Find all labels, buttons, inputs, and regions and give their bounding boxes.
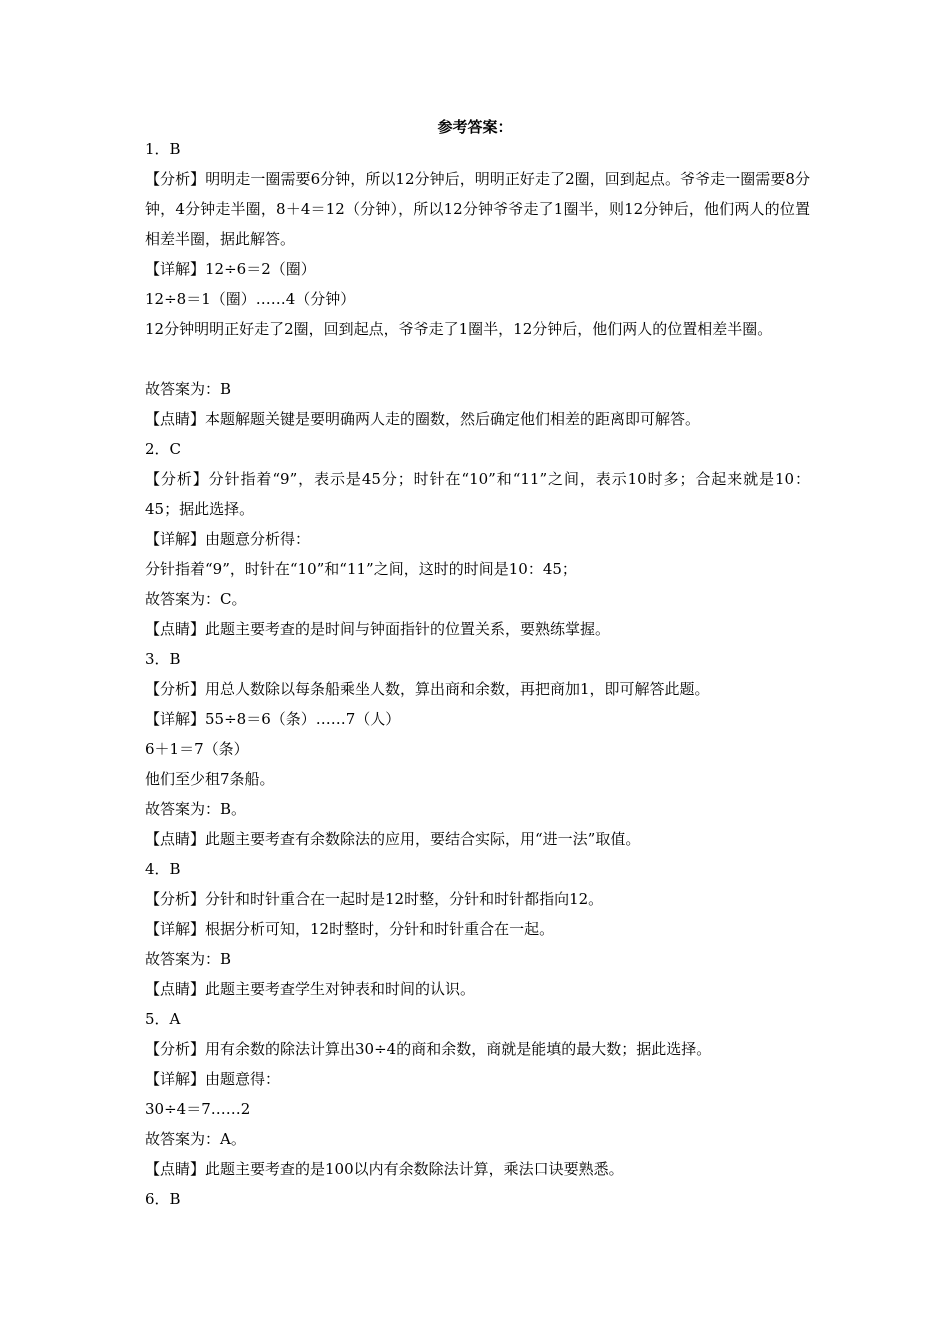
q4-answer: 4．B [145, 860, 181, 878]
q1-answer: 1．B [145, 140, 181, 158]
q3-detail-2: 6＋1＝7（条） [145, 740, 249, 758]
q2-analysis: 【分析】分针指着“9”，表示是45分；时针在“10”和“11”之间，表示10时多；合起来就是10：45；据此选择。 [145, 470, 810, 518]
q1-conclusion: 故答案为：B [145, 380, 232, 398]
q4-detail-1: 【详解】根据分析可知，12时整时，分针和时针重合在一起。 [145, 920, 555, 938]
q4-conclusion: 故答案为：B [145, 950, 232, 968]
q5-comment: 【点睛】此题主要考查的是100以内有余数除法计算，乘法口诀要熟悉。 [145, 1160, 624, 1178]
q1-comment: 【点睛】本题解题关键是要明确两人走的圈数，然后确定他们相差的距离即可解答。 [145, 410, 701, 428]
q2-conclusion: 故答案为：C。 [145, 590, 247, 608]
q1-detail-1: 【详解】12÷6＝2（圈） [145, 260, 316, 278]
q2-detail-2: 分针指着“9”，时针在“10”和“11”之间，这时的时间是10：45； [145, 560, 577, 578]
q3-analysis: 【分析】用总人数除以每条船乘坐人数，算出商和余数，再把商加1，即可解答此题。 [145, 680, 710, 698]
q6-answer: 6．B [145, 1190, 181, 1208]
q2-detail-1: 【详解】由题意分析得： [145, 530, 311, 548]
q2-comment: 【点睛】此题主要考查的是时间与钟面指针的位置关系，要熟练掌握。 [145, 620, 611, 638]
q5-detail-1: 【详解】由题意得： [145, 1070, 281, 1088]
q1-detail-2: 12÷8＝1（圈）……4（分钟） [145, 290, 356, 308]
q5-analysis: 【分析】用有余数的除法计算出30÷4的商和余数，商就是能填的最大数；据此选择。 [145, 1040, 712, 1058]
q2-answer: 2．C [145, 440, 182, 458]
q5-conclusion: 故答案为：A。 [145, 1130, 246, 1148]
q3-detail-3: 他们至少租7条船。 [145, 770, 275, 788]
q3-answer: 3．B [145, 650, 181, 668]
q3-conclusion: 故答案为：B。 [145, 800, 247, 818]
q5-detail-2: 30÷4＝7……2 [145, 1100, 251, 1118]
q1-analysis: 【分析】明明走一圈需要6分钟，所以12分钟后，明明正好走了2圈，回到起点。爷爷走一圈需要8分钟，4分钟走半圈，8＋4＝12（分钟），所以12分钟爷爷走了1圈半，则12分钟后，他们两人的位置相差半圈，据此解答。 [145, 170, 810, 248]
q3-comment: 【点睛】此题主要考查有余数除法的应用，要结合实际，用“进一法”取值。 [145, 830, 641, 848]
q5-answer: 5．A [145, 1010, 181, 1028]
answer-content [145, 134, 810, 1214]
q4-comment: 【点睛】此题主要考查学生对钟表和时间的认识。 [145, 980, 476, 998]
q3-detail-1: 【详解】55÷8＝6（条）……7（人） [145, 710, 401, 728]
q1-detail-3: 12分钟明明正好走了2圈，回到起点，爷爷走了1圈半，12分钟后，他们两人的位置相差半圈。 [145, 320, 773, 338]
q4-analysis: 【分析】分针和时针重合在一起时是12时整，分针和时针都指向12。 [145, 890, 604, 908]
page-title: 参考答案： [437, 118, 513, 136]
